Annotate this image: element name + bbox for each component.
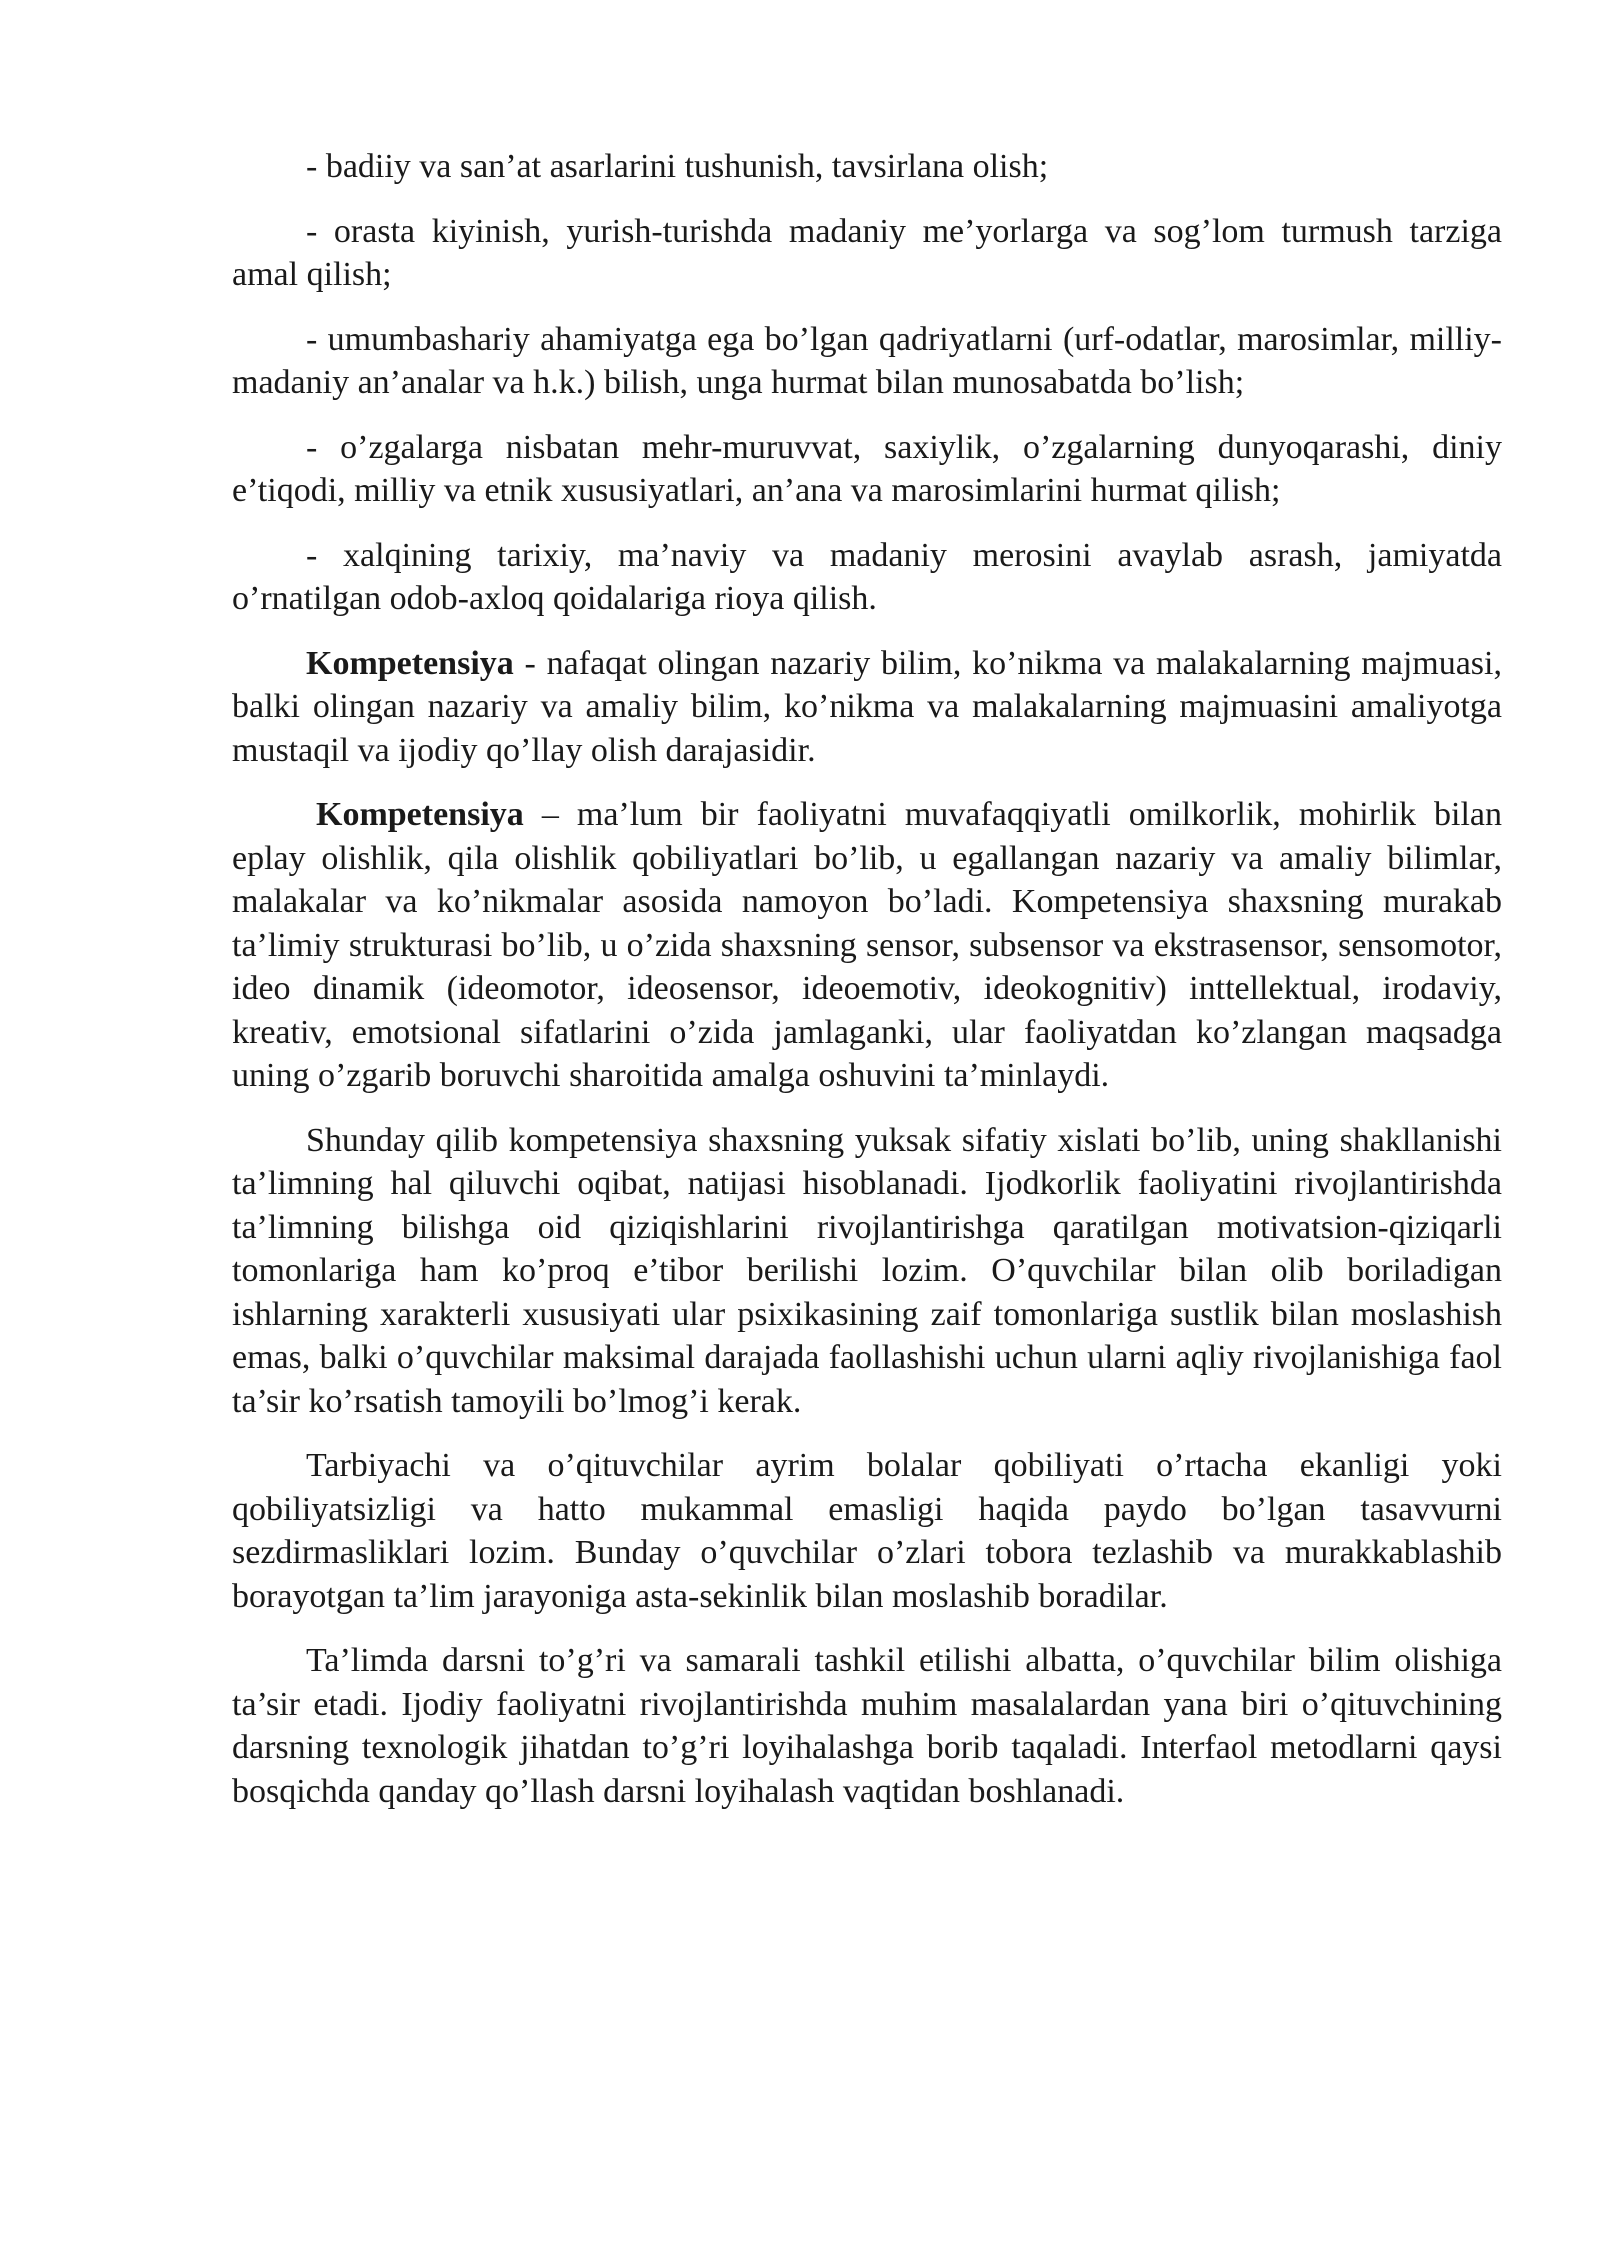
definition-term: Kompetensiya bbox=[306, 644, 514, 682]
body-paragraph: Ta’limda darsni to’g’ri va samarali tashkil etilishi albatta, o’quvchilar bilim olishiga ta’sir etadi. Ijodiy faoliyatni rivojlantirishda muhim masalalardan yana biri o’qituvchining darsning texnologik jihatdan to’g’ri loyihalashga borib taqaladi. Interfaol metodlarni qaysi bosqichda qanday qo’llash darsni loyihalash vaqtidan boshlanadi. bbox=[232, 1642, 1502, 1810]
definition-term: Kompetensiya bbox=[316, 796, 524, 833]
bullet-item: - umumbashariy ahamiyatga ega bo’lgan qadriyatlarni (urf-odatlar, marosimlar, milliy-madaniy an’analar va h.k.) bilish, unga hurmat bilan munosabatda bo’lish; bbox=[232, 320, 1502, 401]
bullet-item: - o’zgalarga nisbatan mehr-muruvvat, saxiylik, o’zgalarning dunyoqarashi, diniy e’tiqodi, milliy va etnik xususiyatlari, an’ana va marosimlarini hurmat qilish; bbox=[232, 428, 1502, 509]
definition-paragraph bbox=[232, 793, 1502, 1098]
document-page bbox=[232, 145, 1502, 1834]
definition-paragraph bbox=[232, 642, 1502, 773]
bullet-item: - badiiy va san’at asarlarini tushunish, tavsirlana olish; bbox=[306, 148, 1049, 185]
body-paragraph: Shunday qilib kompetensiya shaxsning yuksak sifatiy xislati bo’lib, uning shakllanishi ta’limning hal qiluvchi oqibat, natijasi hisoblanadi. Ijodkorlik faoliyatini rivojlantirishda ta’limning bilishga oid qiziqishlarini rivojlantirishga qaratilgan motivatsion-qiziqarli tomonlariga ham ko’proq e’tibor berilishi lozim. O’quvchilar bilan olib boriladigan ishlarning xarakterli xususiyati ular psixikasining zaif tomonlariga sustlik bilan moslashish emas, balki o’quvchilar maksimal darajada faollashishi uchun ularni aqliy rivojlanishiga faol ta’sir ko’rsatish tamoyili bo’lmog’i kerak. bbox=[232, 1121, 1502, 1420]
definition-text: – ma’lum bir faoliyatni muvafaqqiyatli omilkorlik, mohirlik bilan eplay olishlik, qila olishlik qobiliyatlari bo’lib, u egallangan nazariy va amaliy bilimlar, malakalar va ko’nikmalar asosida namoyon bo’ladi. Kompetensiya shaxsning murakab ta’limiy strukturasi bo’lib, u o’zida shaxsning sensor, subsensor va ekstrasensor, sensomotor, ideo dinamik (ideomotor, ideosensor, ideoemotiv, ideokognitiv) inttellektual, irodaviy, kreativ, emotsional sifatlarini o’zida jamlaganki, ular faoliyatdan ko’zlangan maqsadga uning o’zgarib boruvchi sharoitida amalga oshuvini ta’minlaydi. bbox=[232, 796, 1502, 1094]
bullet-item: - xalqining tarixiy, ma’naviy va madaniy merosini avaylab asrash, jamiyatda o’rnatilgan odob-axloq qoidalariga rioya qilish. bbox=[232, 536, 1502, 617]
definition-text: - nafaqat olingan nazariy bilim, ko’nikma va malakalarning majmuasi, balki olingan nazariy va amaliy bilim, ko’nikma va malakalarning majmuasini amaliyotga mustaqil va ijodiy qo’llay olish darajasidir. bbox=[232, 644, 1502, 769]
body-paragraph: Tarbiyachi va o’qituvchilar ayrim bolalar qobiliyati o’rtacha ekanligi yoki qobiliyatsizligi va hatto mukammal emasligi haqida paydo bo’lgan tasavvurni sezdirmasliklari lozim. Bunday o’quvchilar o’zlari tobora tezlashib va murakkablashib borayotgan ta’lim jarayoniga asta-sekinlik bilan moslashib boradilar. bbox=[232, 1447, 1502, 1615]
bullet-item: - orasta kiyinish, yurish-turishda madaniy me’yorlarga va sog’lom turmush tarziga amal qilish; bbox=[232, 212, 1502, 293]
